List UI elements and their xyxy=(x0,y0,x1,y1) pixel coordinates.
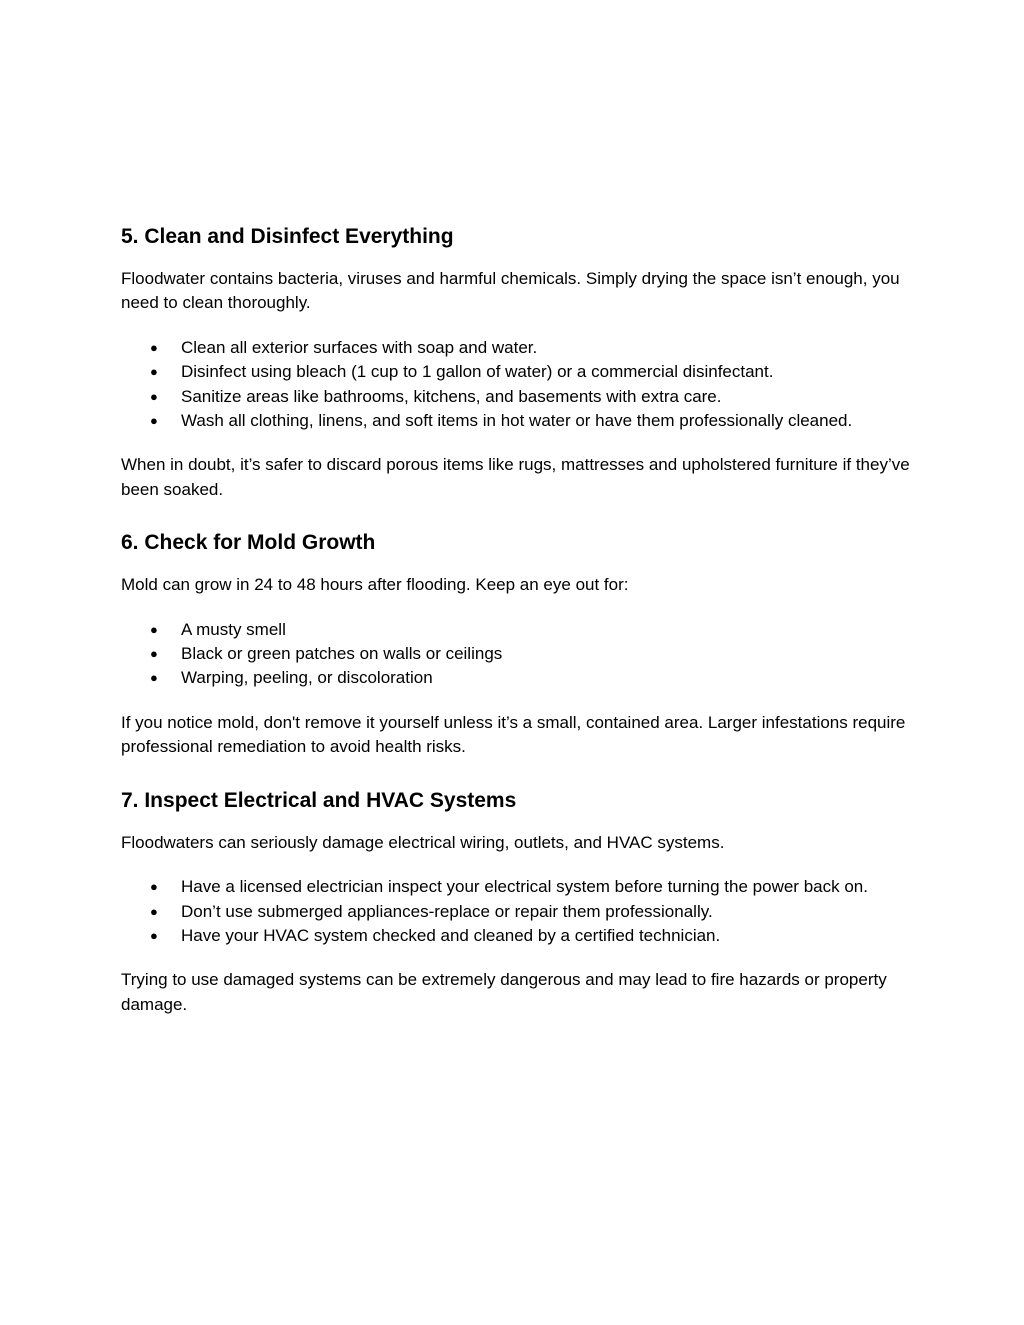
section-heading: 7. Inspect Electrical and HVAC Systems xyxy=(121,788,517,812)
bullet-icon: ● xyxy=(150,339,158,355)
section-clean-disinfect xyxy=(121,222,911,502)
list-item-text: Don’t use submerged appliances-replace or repair them professionally. xyxy=(181,901,713,921)
list-item xyxy=(150,642,911,666)
list-item-text: Have your HVAC system checked and cleaned by a certified technician. xyxy=(181,925,721,945)
list-item-text: A musty smell xyxy=(181,619,286,639)
list-item-text: Clean all exterior surfaces with soap and water. xyxy=(181,337,538,357)
bullet-list xyxy=(121,336,911,434)
bullet-icon: ● xyxy=(150,388,158,404)
section-electrical-hvac xyxy=(121,786,911,1017)
bullet-icon: ● xyxy=(150,413,158,429)
list-item-text: Wash all clothing, linens, and soft items in hot water or have them professionally cleaned. xyxy=(181,411,853,431)
list-item xyxy=(150,875,911,899)
section-intro: Floodwater contains bacteria, viruses and harmful chemicals. Simply drying the space isn’t enough, you need to clean thoroughly. xyxy=(121,269,900,313)
list-item xyxy=(150,666,911,690)
list-item-text: Have a licensed electrician inspect your electrical system before turning the power back on. xyxy=(181,877,868,897)
bullet-icon: ● xyxy=(150,879,158,895)
list-item xyxy=(150,618,911,642)
bullet-list xyxy=(121,875,911,948)
bullet-icon: ● xyxy=(150,670,158,686)
list-item xyxy=(150,924,911,948)
section-outro: If you notice mold, don't remove it yourself unless it’s a small, contained area. Larger infestations require professional remediation to avoid health risks. xyxy=(121,712,906,757)
section-intro: Mold can grow in 24 to 48 hours after flooding. Keep an eye out for: xyxy=(121,575,629,595)
list-item xyxy=(150,336,911,360)
list-item xyxy=(150,900,911,924)
bullet-icon: ● xyxy=(150,927,158,943)
list-item xyxy=(150,385,911,409)
bullet-icon: ● xyxy=(150,621,158,637)
section-outro: Trying to use damaged systems can be extremely dangerous and may lead to fire hazards or property damage. xyxy=(121,970,887,1014)
section-intro: Floodwaters can seriously damage electrical wiring, outlets, and HVAC systems. xyxy=(121,832,725,852)
bullet-list xyxy=(121,618,911,691)
section-outro: When in doubt, it’s safer to discard porous items like rugs, mattresses and upholstered furniture if they’ve been soaked. xyxy=(121,455,910,499)
bullet-icon: ● xyxy=(150,364,158,380)
bullet-icon: ● xyxy=(150,903,158,919)
list-item-text: Black or green patches on walls or ceilings xyxy=(181,644,503,664)
section-heading: 6. Check for Mold Growth xyxy=(121,531,376,555)
list-item xyxy=(150,409,911,433)
bullet-icon: ● xyxy=(150,646,158,662)
list-item-text: Warping, peeling, or discoloration xyxy=(181,668,433,688)
document-body xyxy=(121,222,911,1037)
section-heading: 5. Clean and Disinfect Everything xyxy=(121,225,454,248)
list-item xyxy=(150,360,911,384)
list-item-text: Sanitize areas like bathrooms, kitchens, and basements with extra care. xyxy=(181,386,722,406)
section-mold-growth xyxy=(121,528,911,759)
list-item-text: Disinfect using bleach (1 cup to 1 gallon of water) or a commercial disinfectant. xyxy=(181,362,774,382)
